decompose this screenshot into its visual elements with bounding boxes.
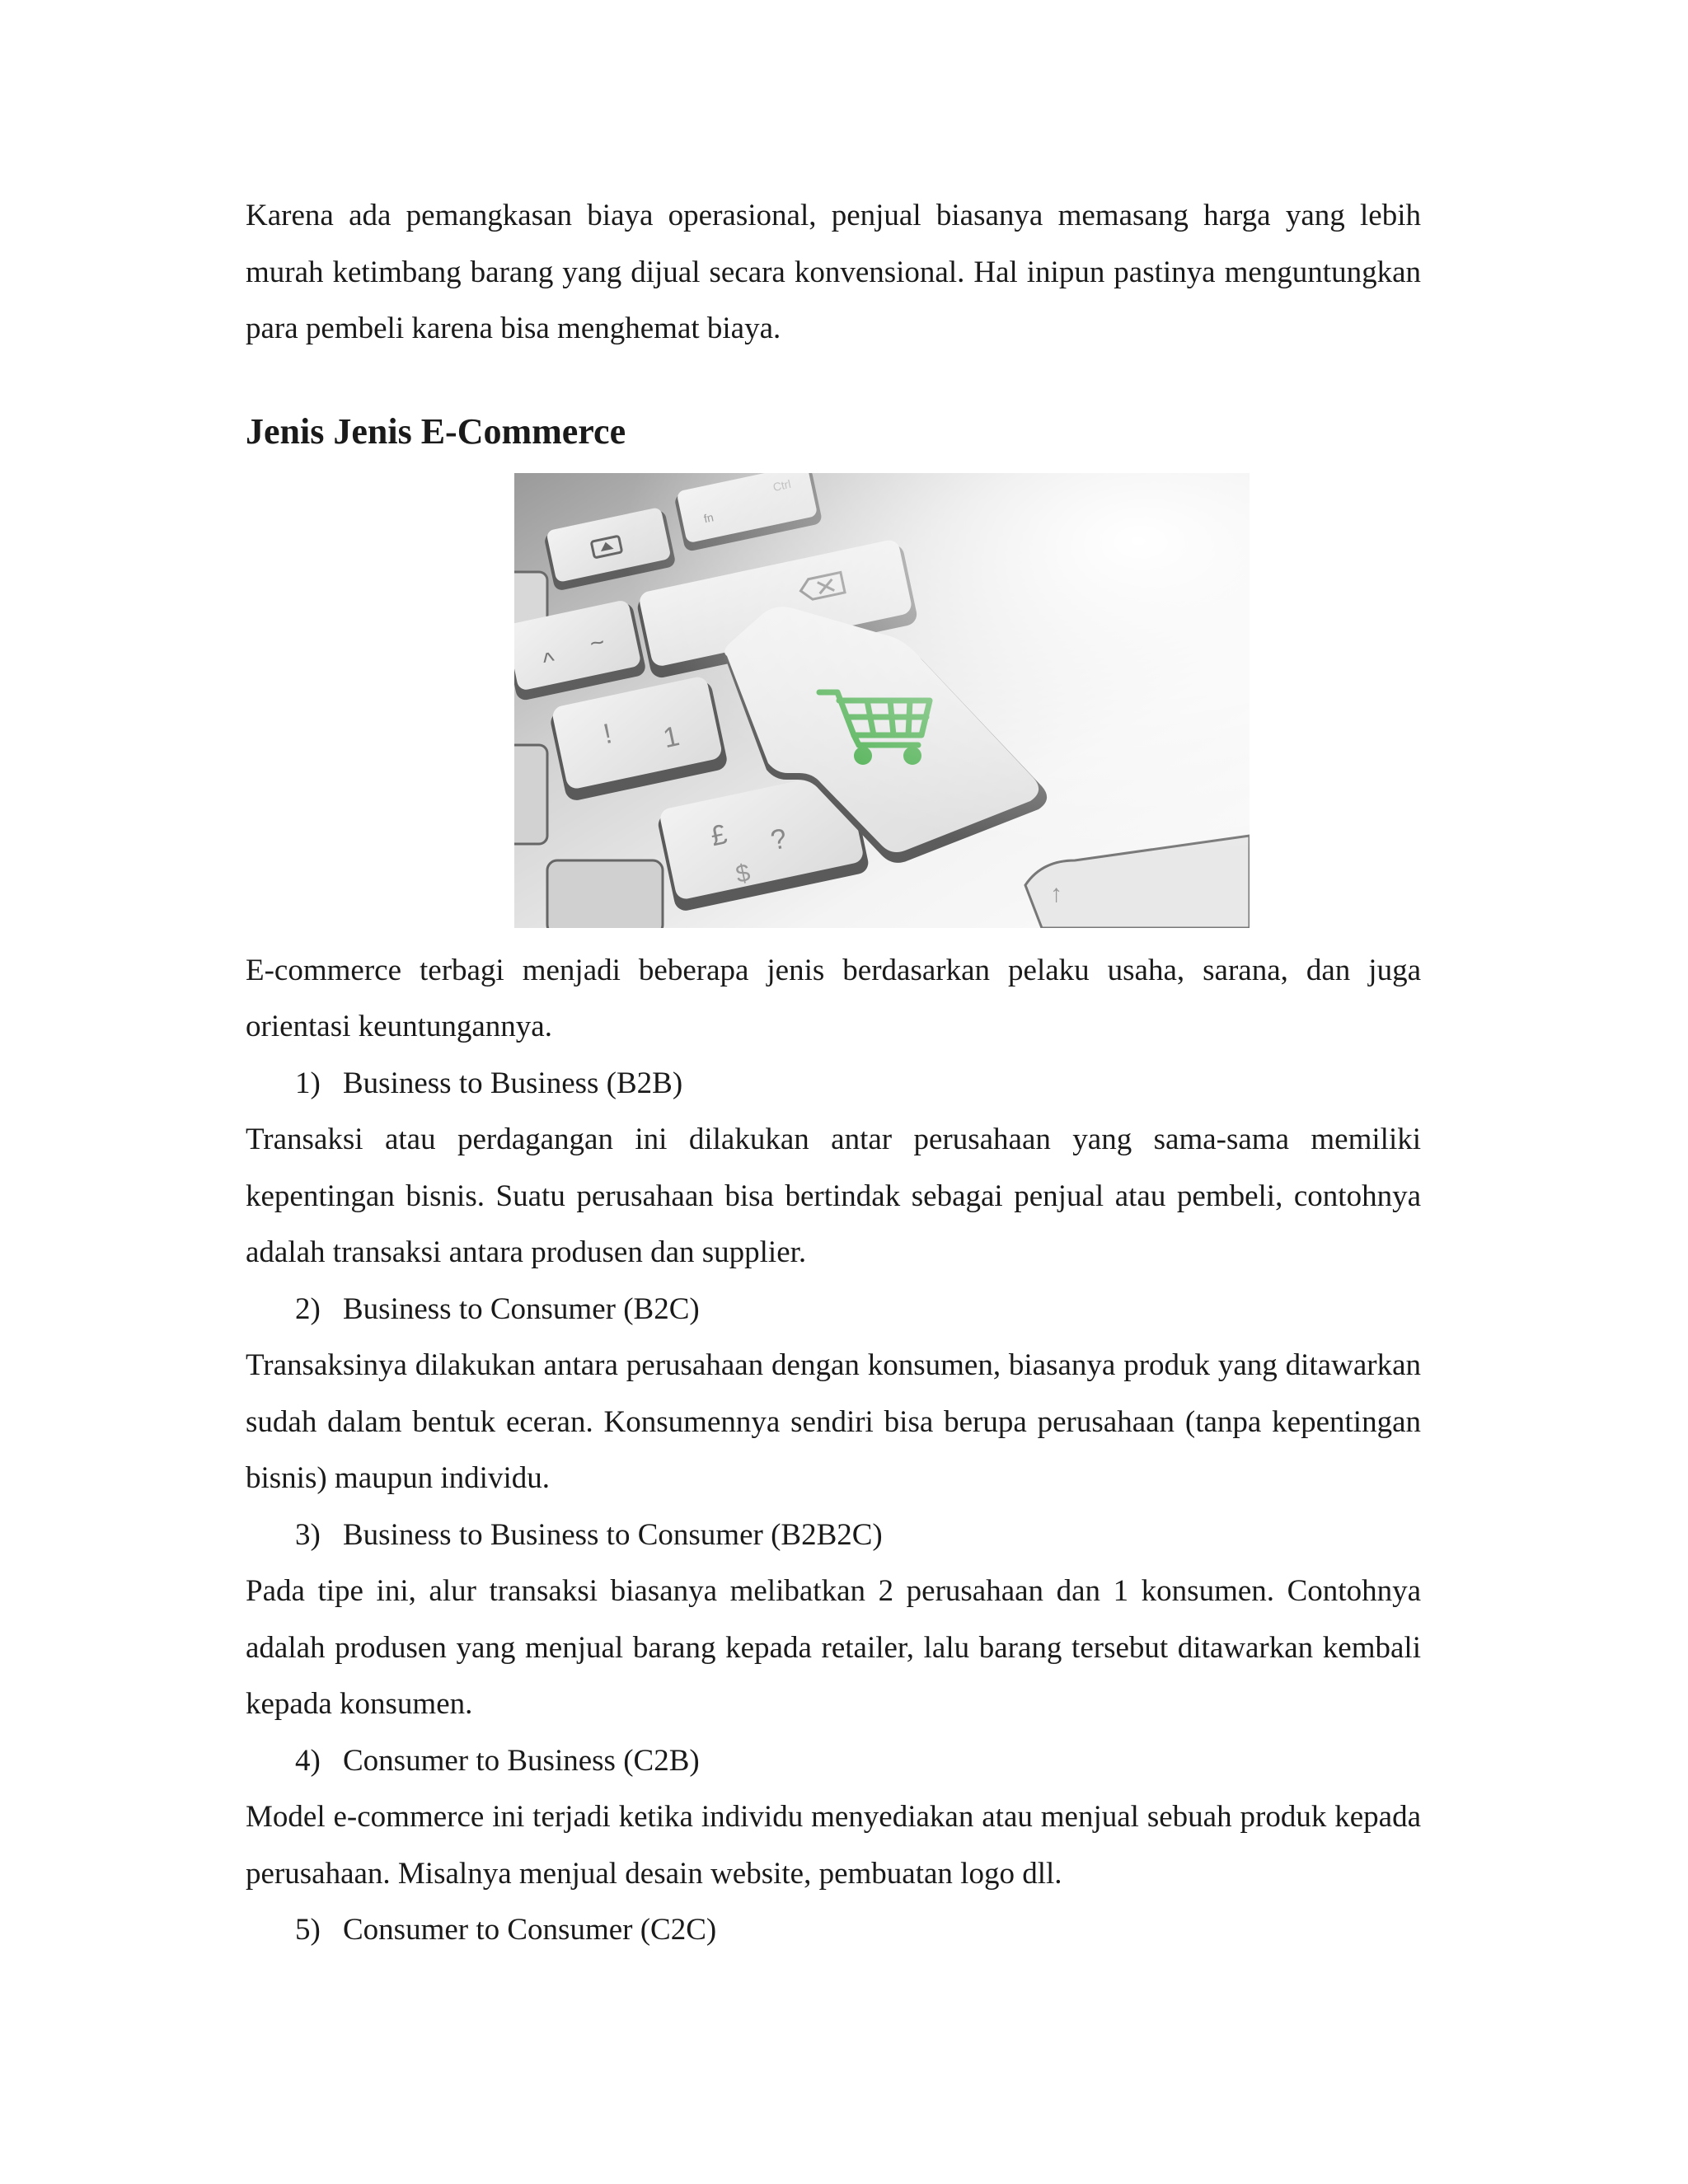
list-item [246, 1507, 1421, 1564]
list-item-number: 5) [295, 1913, 321, 1947]
list-item-title: Business to Business (B2B) [343, 1066, 683, 1100]
page-content [246, 188, 1421, 1959]
lead-paragraph: E-commerce terbagi menjadi beberapa jenis berdasarkan pelaku usaha, sarana, dan juga orientasi keuntungannya. [246, 953, 1421, 1043]
list-item [246, 1902, 1421, 1959]
list-item-title: Business to Consumer (B2C) [343, 1291, 700, 1326]
list-item-title: Consumer to Consumer (C2C) [343, 1913, 717, 1947]
list-item-number: 1) [295, 1066, 321, 1100]
keyboard-photo [514, 473, 1250, 928]
keyboard-photo-illustration [514, 473, 1250, 928]
list-item-title: Business to Business to Consumer (B2B2C) [343, 1517, 883, 1552]
list-item-description: Model e-commerce ini terjadi ketika individu menyediakan atau menjual sebuah produk kepada perusahaan. Misalnya menjual desain website, pembuatan logo dll. [246, 1800, 1421, 1891]
list-item-description: Transaksi atau perdagangan ini dilakukan antar perusahaan yang sama-sama memiliki kepentingan bisnis. Suatu perusahaan bisa bertindak sebagai penjual atau pembeli, contohnya adalah transaksi antara produsen dan supplier. [246, 1122, 1421, 1269]
list-item-description: Pada tipe ini, alur transaksi biasanya melibatkan 2 perusahaan dan 1 konsumen. Contohnya adalah produsen yang menjual barang kepada retailer, lalu barang tersebut ditawarkan kembali kepada konsumen. [246, 1574, 1421, 1721]
list-item [246, 1733, 1421, 1790]
list-item-number: 3) [295, 1517, 321, 1552]
list-item-description: Transaksinya dilakukan antara perusahaan dengan konsumen, biasanya produk yang ditawarkan sudah dalam bentuk eceran. Konsumennya sendiri bisa berupa perusahaan (tanpa kepentingan bisnis) maupun individu. [246, 1348, 1421, 1495]
list-item-title: Consumer to Business (C2B) [343, 1743, 700, 1778]
list-item-number: 4) [295, 1743, 321, 1778]
list-item [246, 1056, 1421, 1113]
list-item [246, 1282, 1421, 1338]
list-item-number: 2) [295, 1291, 321, 1326]
intro-paragraph: Karena ada pemangkasan biaya operasional, penjual biasanya memasang harga yang lebih murah ketimbang barang yang dijual secara konvensional. Hal inipun pastinya menguntungkan para pembeli karena bisa menghemat biaya. [246, 199, 1421, 345]
section-heading: Jenis Jenis E-Commerce [246, 410, 626, 452]
